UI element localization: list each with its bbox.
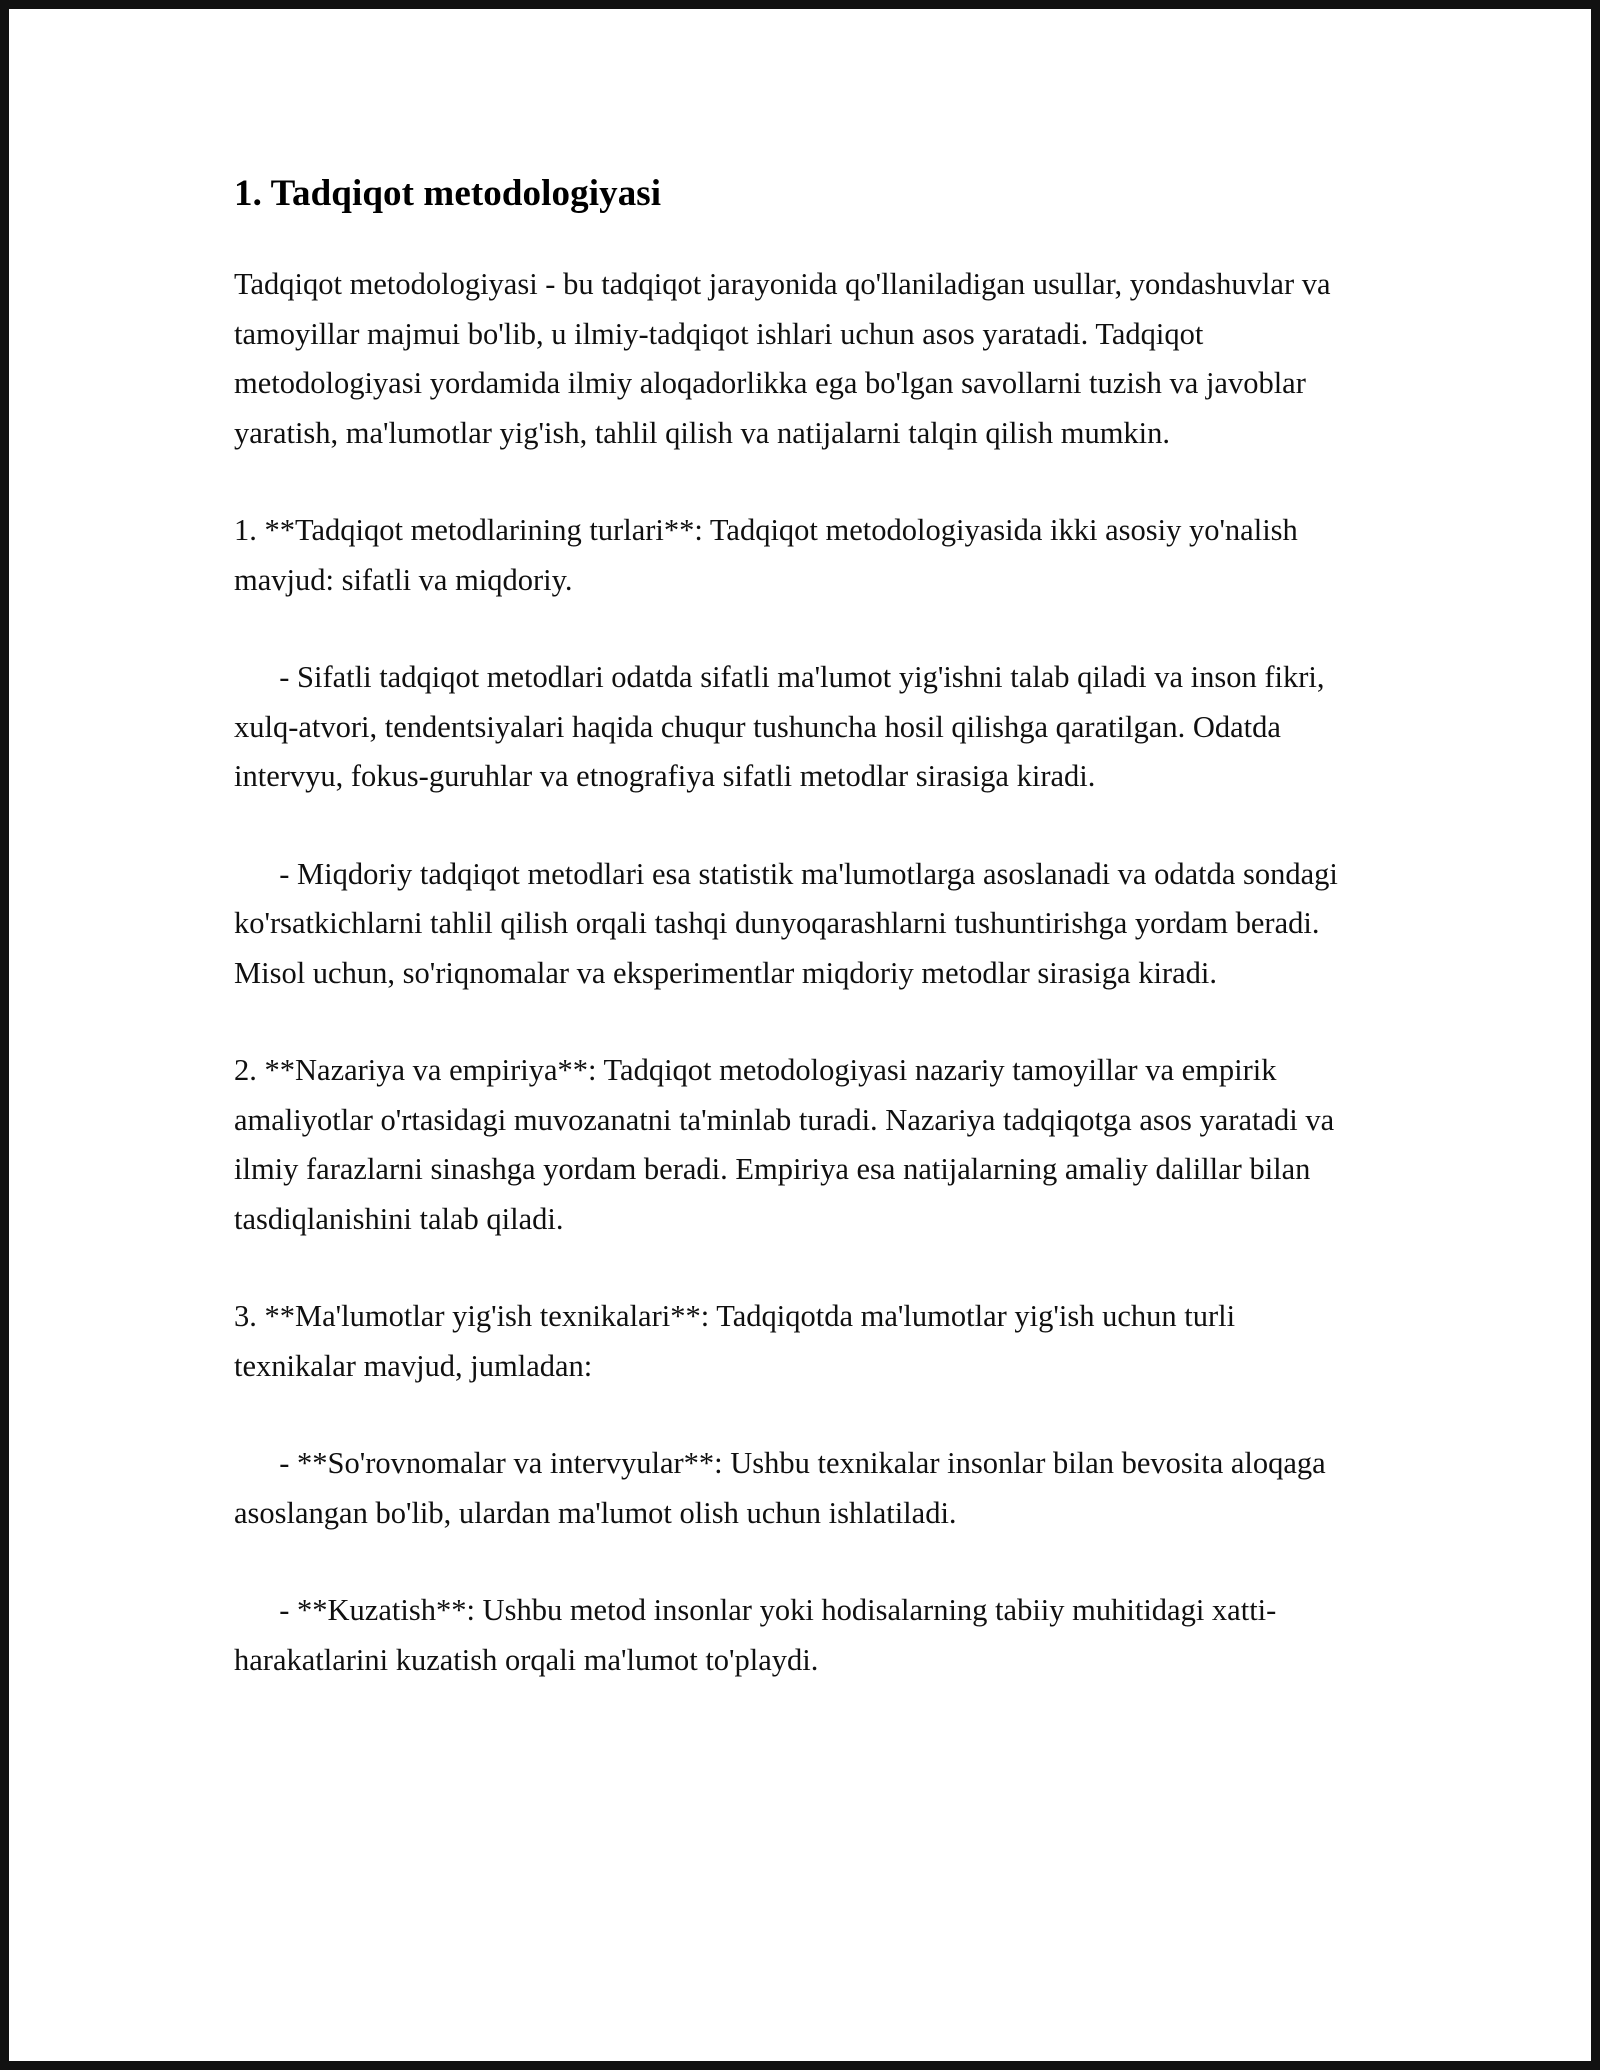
paragraph-research-method-types: 1. **Tadqiqot metodlarining turlari**: Tadqiqot metodologiyasida ikki asosiy yo'nalish mavjud: sifatli va miqdoriy. [234, 513, 1306, 597]
paragraph-observation: - **Kuzatish**: Ushbu metod insonlar yoki hodisalarning tabiiy muhitidagi xatti-harakatlarini kuzatish orqali ma'lumot to'playdi. [234, 1593, 1277, 1677]
paragraph-intro: Tadqiqot metodologiyasi - bu tadqiqot jarayonida qo'llaniladigan usullar, yondashuvlar va tamoyillar majmui bo'lib, u ilmiy-tadqiqot ishlari uchun asos yaratadi. Tadqiqot metodologiyasi yordamida ilmiy aloqadorlikka ega bo'lgan savollarni tuzish va javoblar yaratish, ma'lumotlar yig'ish, tahlil qilish va natijalarni talqin qilish mumkin. [234, 267, 1339, 450]
paragraph-surveys-and-interviews: - **So'rovnomalar va intervyular**: Ushbu texnikalar insonlar bilan bevosita aloqaga asoslangan bo'lib, ulardan ma'lumot olish uchun ishlatiladi. [234, 1446, 1334, 1530]
document-body [234, 172, 1354, 1685]
paragraph-data-collection-techniques: 3. **Ma'lumotlar yig'ish texnikalari**: Tadqiqotda ma'lumotlar yig'ish uchun turli texnikalar mavjud, jumladan: [234, 1299, 1243, 1383]
paragraph-qualitative-methods: - Sifatli tadqiqot metodlari odatda sifatli ma'lumot yig'ishni talab qiladi va inson fikri, xulq-atvori, tendentsiyalari haqida chuqur tushuncha hosil qilishga qaratilgan. Odatda intervyu, fokus-guruhlar va etnografiya sifatli metodlar sirasiga kiradi. [234, 660, 1333, 794]
paragraph-theory-and-empiricism: 2. **Nazariya va empiriya**: Tadqiqot metodologiyasi nazariy tamoyillar va empirik amaliyotlar o'rtasidagi muvozanatni ta'minlab turadi. Nazariya tadqiqotga asos yaratadi va ilmiy farazlarni sinashga yordam beradi. Empiriya esa natijalarning amaliy dalillar bilan tasdiqlanishini talab qiladi. [234, 1053, 1342, 1236]
paragraph-quantitative-methods: - Miqdoriy tadqiqot metodlari esa statistik ma'lumotlarga asoslanadi va odatda sondagi ko'rsatkichlarni tahlil qilish orqali tashqi dunyoqarashlarni tushuntirishga yordam beradi. Misol uchun, so'riqnomalar va eksperimentlar miqdoriy metodlar sirasiga kiradi. [234, 856, 1346, 990]
document-sheet [22, 22, 1578, 2048]
page-title: 1. Tadqiqot metodologiyasi [234, 173, 662, 214]
